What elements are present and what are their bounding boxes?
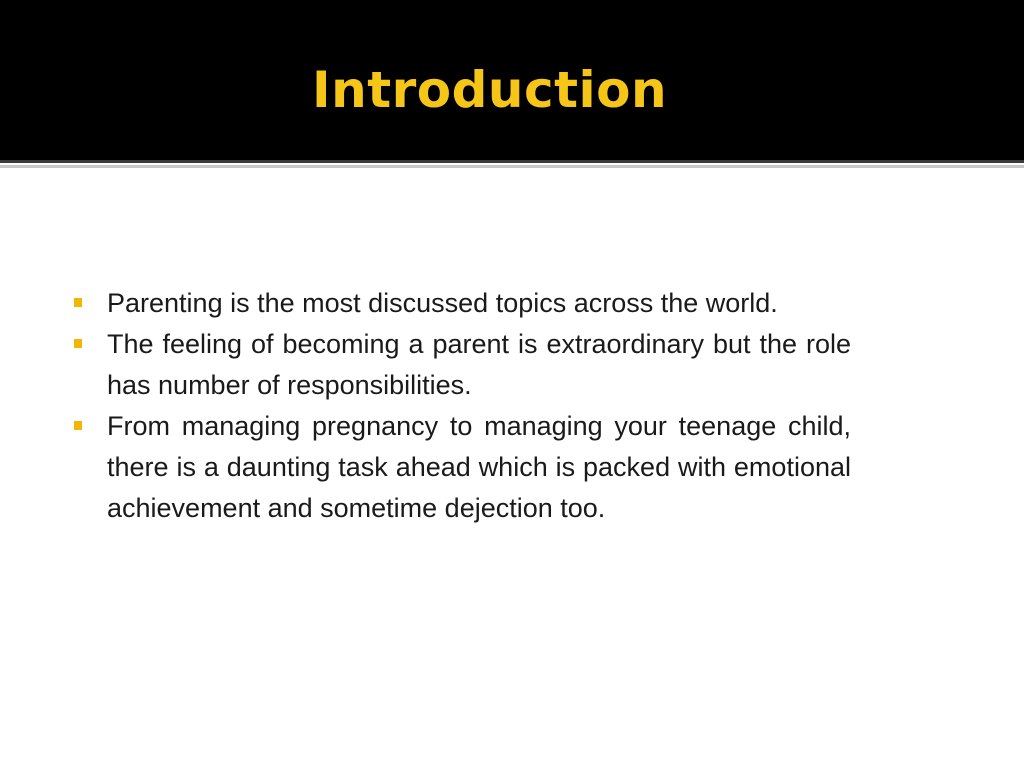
bullet-item <box>70 283 851 324</box>
bullet-item <box>70 324 851 406</box>
bullet-list <box>70 283 851 529</box>
bullet-text: From managing pregnancy to managing your teenage child, there is a daunting task ahead which is packed with emotional achievement and sometime dejection too. <box>107 411 851 523</box>
square-bullet-icon <box>74 298 82 307</box>
slide-title: Introduction <box>312 61 668 119</box>
bullet-item <box>70 406 851 529</box>
title-divider-light <box>0 165 1024 168</box>
title-band <box>0 0 1024 160</box>
bullet-text: Parenting is the most discussed topics across the world. <box>107 288 778 318</box>
square-bullet-icon <box>74 421 82 430</box>
bullet-text: The feeling of becoming a parent is extraordinary but the role has number of responsibilities. <box>107 329 851 400</box>
title-divider-dark <box>0 160 1024 163</box>
square-bullet-icon <box>74 339 82 348</box>
